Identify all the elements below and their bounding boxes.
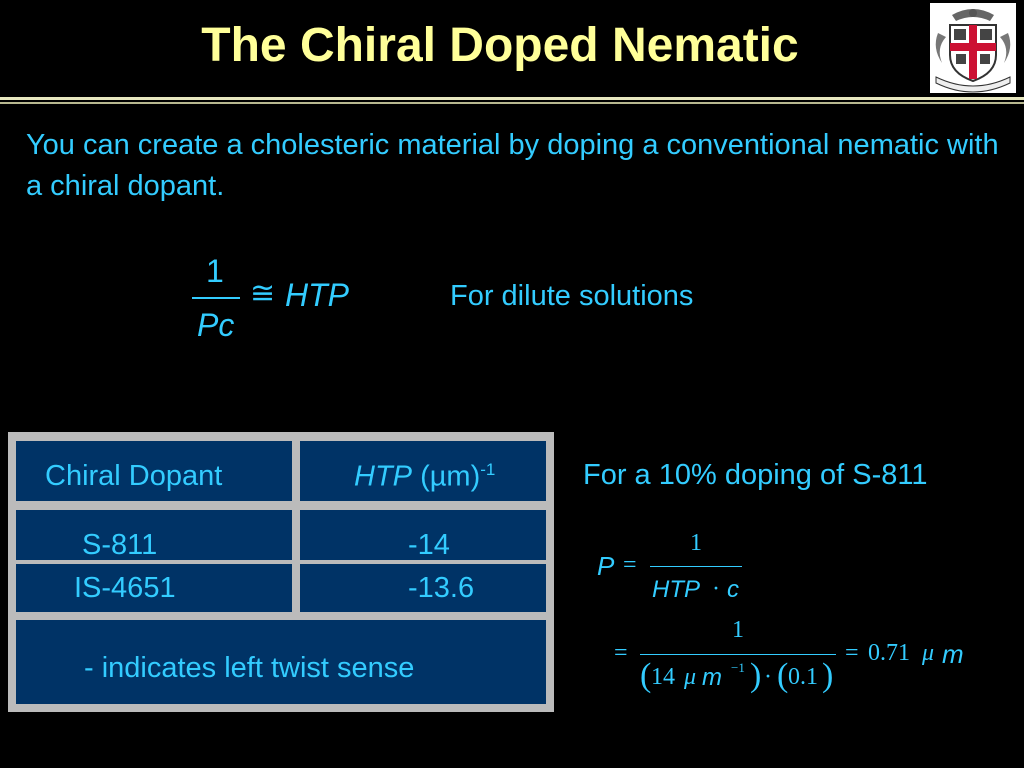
table-cell-htp: -14 xyxy=(408,529,450,561)
calc-line1-fraction-bar xyxy=(650,566,742,567)
calc-line2-den-exp: −1 xyxy=(731,660,745,675)
table-cell-dopant: S-811 xyxy=(82,529,158,561)
title-divider xyxy=(0,97,1024,100)
calc-line2-den-mu: μ xyxy=(684,664,697,690)
calc-line2-fraction-bar xyxy=(640,654,836,655)
calc-line2-open-paren: ( xyxy=(640,657,652,694)
calc-line2-den-b: 0.1 xyxy=(788,664,818,690)
table-header-htp-exponent: -1 xyxy=(480,460,496,479)
table-header-htp-label: HTP xyxy=(354,460,412,493)
calc-line2-den-m: m xyxy=(702,664,722,691)
table-header-htp-unit: (µm) xyxy=(420,460,481,493)
title-divider-secondary xyxy=(0,102,1024,104)
calc-line1-den-c: c xyxy=(727,576,739,603)
calculation-heading: For a 10% doping of S-811 xyxy=(583,459,928,491)
calc-line2-close-paren-2: ) xyxy=(822,657,834,694)
calc-line1-den-dot: · xyxy=(712,576,720,602)
table-footnote: - indicates left twist sense xyxy=(84,652,415,684)
table-cell-htp: -13.6 xyxy=(408,572,475,604)
calc-line2-close-paren: ) xyxy=(750,657,762,694)
calc-line1-numerator: 1 xyxy=(690,530,702,556)
calc-line2-den-dot: · xyxy=(764,664,772,690)
formula-numerator: 1 xyxy=(206,253,224,289)
calc-line2-result-mu: μ xyxy=(922,640,935,666)
intro-text: You can create a cholesteric material by doping a conventional nematic with a chiral dopant. xyxy=(26,129,999,202)
calc-line1-equals: = xyxy=(623,552,637,578)
calc-line2-den-a: 14 xyxy=(651,664,675,690)
formula-fraction-bar xyxy=(192,297,240,299)
slide-title: The Chiral Doped Nematic xyxy=(201,19,799,72)
formula-relation: ≅ xyxy=(250,277,276,310)
calc-line2-open-paren-2: ( xyxy=(777,657,789,694)
calc-line1-den-htp: HTP xyxy=(652,576,700,603)
calc-line2-result-m: m xyxy=(942,639,964,669)
dopant-table xyxy=(8,432,554,712)
formula-note: For dilute solutions xyxy=(450,280,694,312)
calc-line1-lhs: P xyxy=(597,551,615,581)
university-seal-icon xyxy=(930,3,1016,93)
table-header-htp xyxy=(354,460,495,494)
calc-line2-equals: = xyxy=(614,640,628,666)
formula-rhs: HTP xyxy=(285,277,349,313)
formula-denominator: Pc xyxy=(197,307,235,343)
calc-line2-result-value: 0.71 xyxy=(868,640,910,666)
table-cell-dopant: IS-4651 xyxy=(74,572,176,604)
calc-line2-numerator: 1 xyxy=(732,617,744,643)
table-header-dopant: Chiral Dopant xyxy=(45,460,223,492)
calc-line2-result-equals: = xyxy=(845,640,859,666)
